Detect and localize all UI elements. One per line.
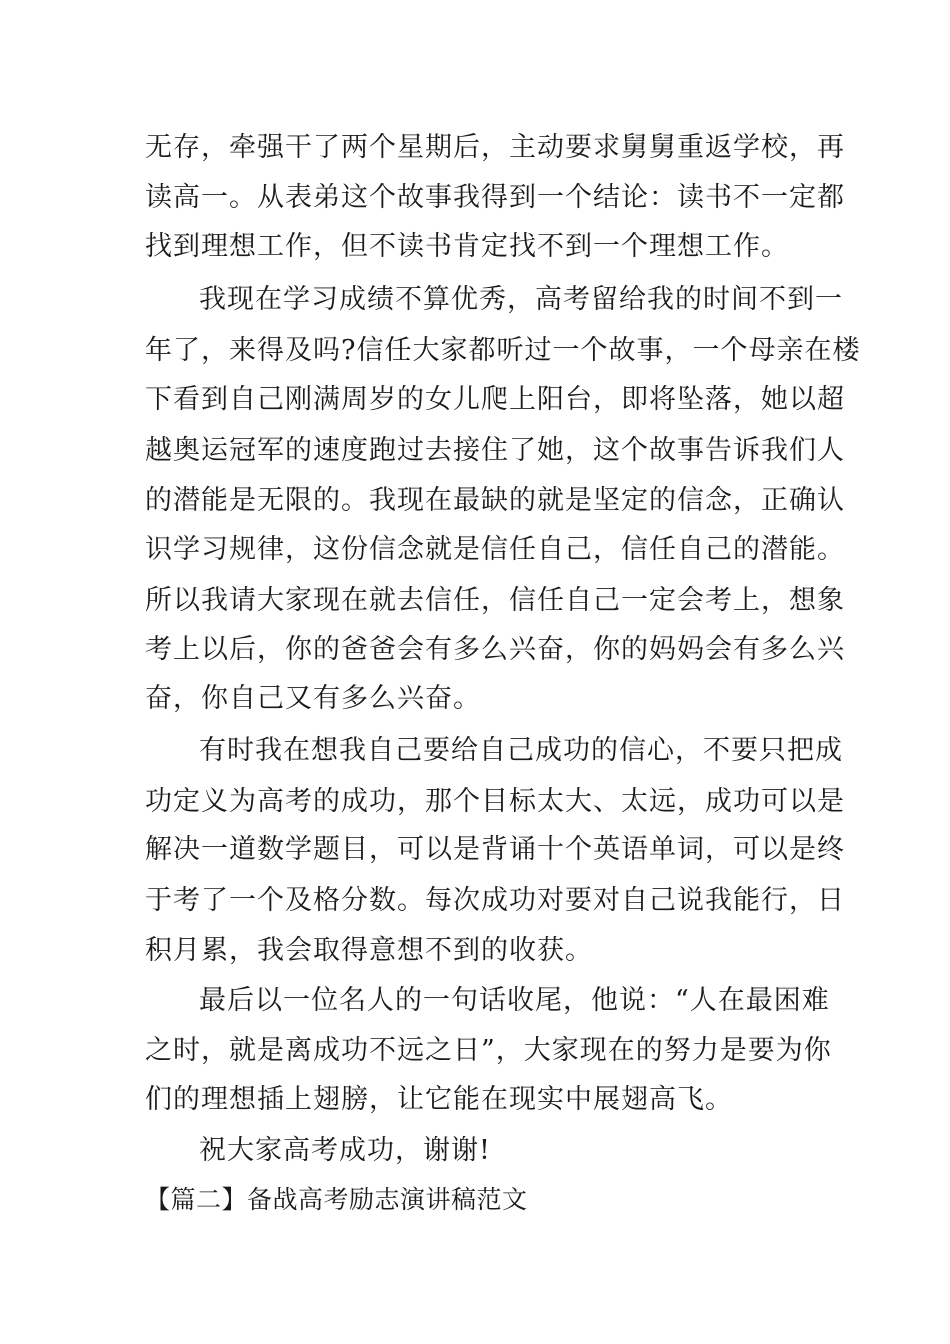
section-heading: 【篇二】备战高考励志演讲稿范文 bbox=[145, 1185, 528, 1214]
text-line: 于考了一个及格分数。每次成功对要对自己说我能行，日 bbox=[145, 885, 845, 916]
text-line: 奋，你自己又有多么兴奋。 bbox=[145, 683, 481, 714]
text-line: 功定义为高考的成功，那个目标太大、太远，成功可以是 bbox=[145, 786, 845, 817]
text-line: 找到理想工作，但不读书肯定找不到一个理想工作。 bbox=[145, 231, 789, 262]
text-line: 年了，来得及吗?信任大家都听过一个故事，一个母亲在楼 bbox=[145, 335, 861, 366]
text-line: 祝大家高考成功，谢谢! bbox=[199, 1135, 491, 1166]
text-line: 积月累，我会取得意想不到的收获。 bbox=[145, 935, 593, 966]
text-line: 有时我在想我自己要给自己成功的信心，不要只把成 bbox=[199, 735, 843, 766]
text-line: 越奥运冠军的速度跑过去接住了她，这个故事告诉我们人 bbox=[145, 435, 845, 466]
text-line: 们的理想插上翅膀，让它能在现实中展翅高飞。 bbox=[145, 1084, 733, 1115]
text-line: 识学习规律，这份信念就是信任自己，信任自己的潜能。 bbox=[145, 534, 845, 565]
text-line: 下看到自己刚满周岁的女儿爬上阳台，即将坠落，她以超 bbox=[145, 384, 845, 415]
text-line: 之时，就是离成功不远之日”，大家现在的努力是要为你 bbox=[145, 1035, 832, 1066]
text-line: 的潜能是无限的。我现在最缺的就是坚定的信念，正确认 bbox=[145, 485, 845, 516]
text-line: 最后以一位名人的一句话收尾，他说：“人在最困难 bbox=[199, 985, 830, 1016]
text-line: 所以我请大家现在就去信任，信任自己一定会考上，想象 bbox=[145, 585, 845, 616]
text-line: 读高一。从表弟这个故事我得到一个结论：读书不一定都 bbox=[145, 182, 845, 213]
text-line: 我现在学习成绩不算优秀，高考留给我的时间不到一 bbox=[199, 284, 843, 315]
text-line: 无存，牵强干了两个星期后，主动要求舅舅重返学校，再 bbox=[145, 132, 845, 163]
text-line: 考上以后，你的爸爸会有多么兴奋，你的妈妈会有多么兴 bbox=[145, 634, 845, 665]
text-line: 解决一道数学题目，可以是背诵十个英语单词，可以是终 bbox=[145, 834, 845, 865]
